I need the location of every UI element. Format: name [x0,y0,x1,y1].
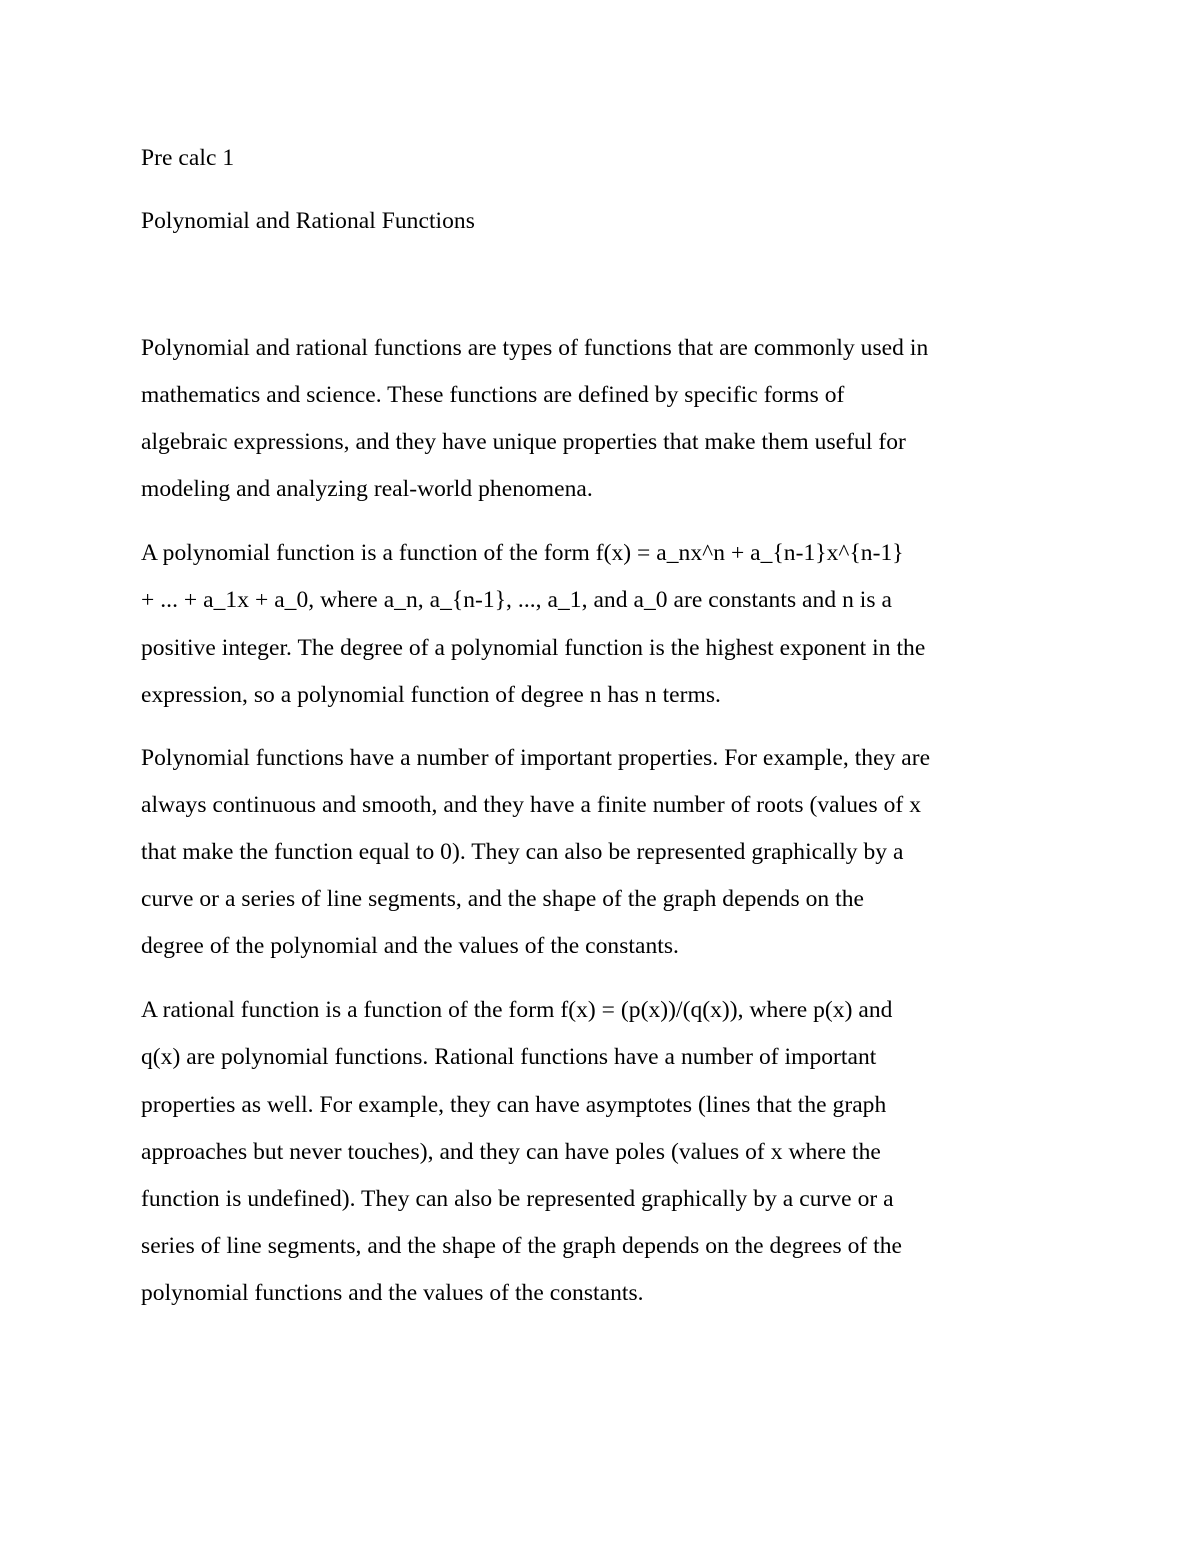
paragraph-line: A rational function is a function of the form f(x) = (p(x))/(q(x)), where p(x) and [141,997,893,1023]
course-heading: Pre calc 1 [141,145,235,171]
paragraph-line: properties as well. For example, they can have asymptotes (lines that the graph [141,1092,887,1118]
paragraph-line: modeling and analyzing real-world phenomena. [141,476,593,502]
paragraph-line: always continuous and smooth, and they have a finite number of roots (values of x [141,792,922,818]
paragraph-line: q(x) are polynomial functions. Rational functions have a number of important [141,1044,877,1070]
paragraph-line: expression, so a polynomial function of degree n has n terms. [141,682,721,708]
paragraph-line: mathematics and science. These functions are defined by specific forms of [141,382,845,408]
paragraph-line: positive integer. The degree of a polynomial function is the highest exponent in the [141,635,926,661]
paragraph-line: degree of the polynomial and the values of the constants. [141,933,679,959]
paragraph-line: algebraic expressions, and they have unique properties that make them useful for [141,429,906,455]
paragraph-line: function is undefined). They can also be represented graphically by a curve or a [141,1186,894,1212]
paragraph-line: that make the function equal to 0). They can also be represented graphically by a [141,839,904,865]
paragraph-line: Polynomial and rational functions are types of functions that are commonly used in [141,335,929,361]
paragraph-line: polynomial functions and the values of the constants. [141,1280,644,1306]
paragraph-line: curve or a series of line segments, and the shape of the graph depends on the [141,886,864,912]
paragraph-line: approaches but never touches), and they can have poles (values of x where the [141,1139,881,1165]
paragraph-line: A polynomial function is a function of the form f(x) = a_nx^n + a_{n-1}x^{n-1} [141,540,904,566]
paragraph-line: series of line segments, and the shape of the graph depends on the degrees of the [141,1233,903,1259]
paragraph-line: Polynomial functions have a number of important properties. For example, they are [141,745,931,771]
page-title: Polynomial and Rational Functions [141,208,475,234]
paragraph-line: + ... + a_1x + a_0, where a_n, a_{n-1}, ..., a_1, and a_0 are constants and n is a [141,587,892,613]
